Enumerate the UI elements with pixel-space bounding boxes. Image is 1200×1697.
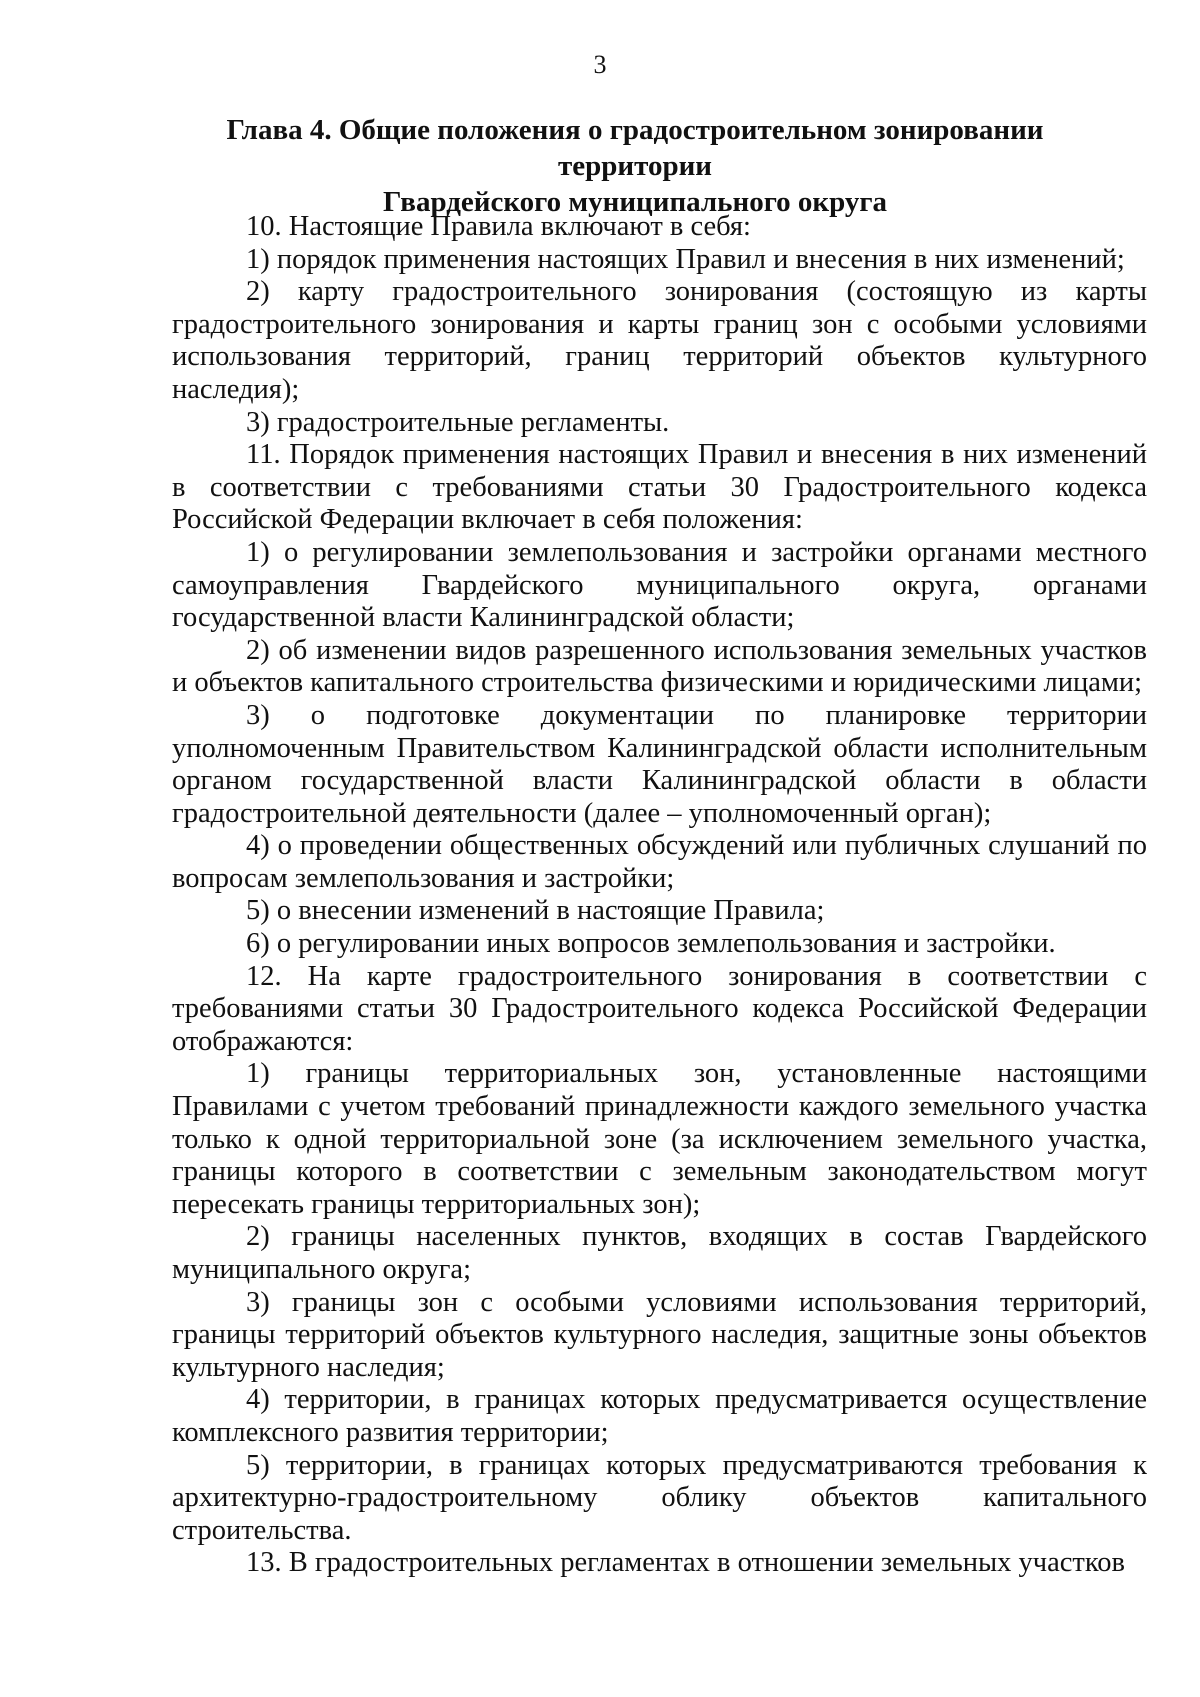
paragraph-12-item-1: 1) границы территориальных зон, установленные настоящими Правилами с учетом требований принадлежности каждого земельного участка только к одной территориальной зоне (за исключением земельного участка, границы которого в соответствии с земельным законодательством могут пересекать границы территориальных зон); [172,1058,1147,1220]
paragraph-11: 11. Порядок применения настоящих Правил и внесения в них изменений в соответствии с требованиями статьи 30 Градостроительного кодекса Российской Федерации включает в себя положения: [172,439,1147,536]
paragraph-11-item-4: 4) о проведении общественных обсуждений или публичных слушаний по вопросам землепользования и застройки; [172,830,1147,894]
paragraph-10-item-2: 2) карту градостроительного зонирования (состоящую из карты градостроительного зонирования и карты границ зон с особыми условиями использования территорий, границ территорий объектов культурного наследия); [172,276,1147,405]
paragraph-12-item-2: 2) границы населенных пунктов, входящих в состав Гвардейского муниципального округа; [172,1221,1147,1285]
paragraph-12-item-4: 4) территории, в границах которых предусматривается осуществление комплексного развития территории; [172,1384,1147,1448]
page-number: 3 [593,50,607,79]
paragraph-10: 10. Настоящие Правила включают в себя: [246,211,751,242]
paragraph-11-item-5: 5) о внесении изменений в настоящие Правила; [246,895,825,927]
chapter-heading [160,112,1110,220]
paragraph-12-item-5: 5) территории, в границах которых предусматриваются требования к архитектурно-градостроительному облику объектов капитального строительства. [172,1449,1147,1546]
paragraph-12-item-3: 3) границы зон с особыми условиями использования территорий, границы территорий объектов культурного наследия, защитные зоны объектов культурного наследия; [172,1286,1147,1383]
paragraph-10-item-3: 3) градостроительные регламенты. [246,406,670,438]
chapter-heading-line-2: Гвардейского муниципального округа [382,186,888,218]
paragraph-11-item-3: 3) о подготовке документации по планировке территории уполномоченным Правительством Калининградской области исполнительным органом государственной власти Калининградской области в области градостроительной деятельности (далее – уполномоченный орган); [172,699,1147,829]
paragraph-13: 13. В градостроительных регламентах в отношении земельных участков [246,1547,1125,1579]
paragraph-11-item-2: 2) об изменении видов разрешенного использования земельных участков и объектов капитального строительства физическими и юридическими лицами; [172,634,1147,699]
paragraph-10-item-1: 1) порядок применения настоящих Правил и внесения в них изменений; [246,243,1125,275]
chapter-heading-line-1: Глава 4. Общие положения о градостроительном зонировании территории [226,114,1044,182]
paragraph-12: 12. На карте градостроительного зонирования в соответствии с требованиями статьи 30 Градостроительного кодекса Российской Федерации отображаются: [172,960,1147,1057]
paragraph-11-item-1: 1) о регулировании землепользования и застройки органами местного самоуправления Гвардейского муниципального округа, органами государственной власти Калининградской области; [172,536,1147,634]
paragraph-11-item-6: 6) о регулировании иных вопросов землепользования и застройки. [246,928,1056,960]
document-body [172,211,1147,1580]
